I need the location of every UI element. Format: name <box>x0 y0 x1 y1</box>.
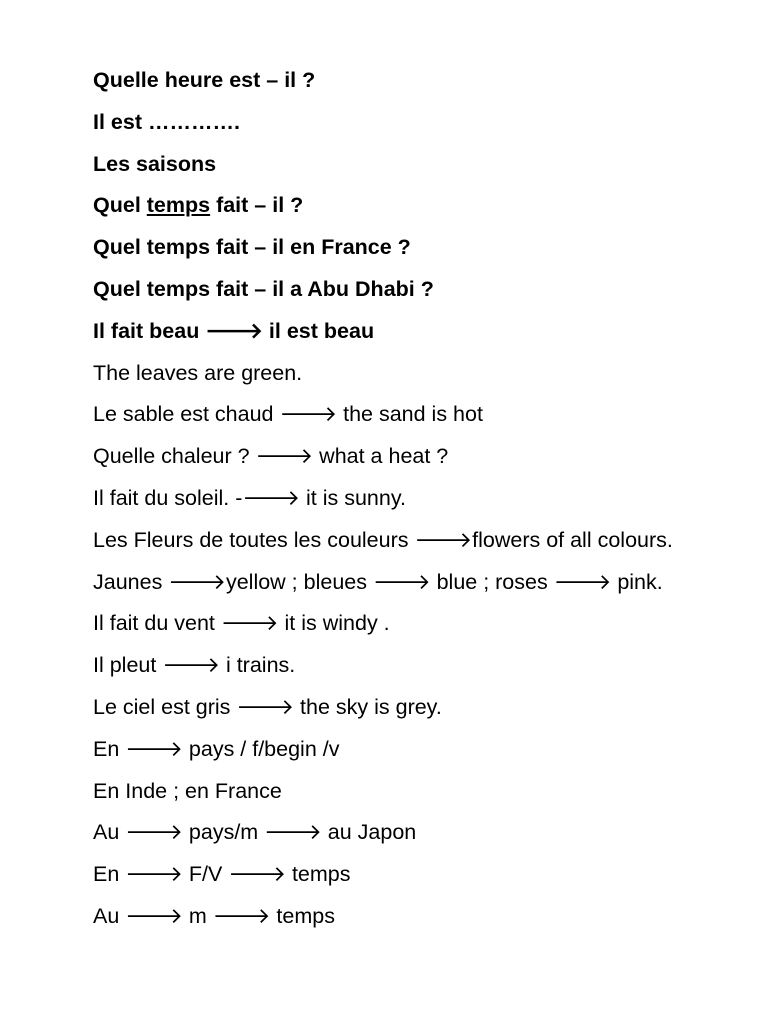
text-line: Jaunes 🡒yellow ; bleues 🡒 blue ; roses 🡒 pink. <box>93 569 663 594</box>
text-segment: Quel <box>93 193 147 218</box>
text-line: Le sable est chaud 🡒 the sand is hot <box>93 402 483 427</box>
text-line: En 🡒 F/V 🡒 temps <box>93 862 351 887</box>
text-line: Il est …………. <box>93 109 240 134</box>
text-line: The leaves are green. <box>93 360 303 385</box>
text-line: Il fait du vent 🡒 it is windy . <box>93 611 390 636</box>
text-line: Il pleut 🡒 i trains. <box>93 653 296 678</box>
text-line: Quelle heure est – il ? <box>93 68 316 92</box>
text-line: Les Fleurs de toutes les couleurs 🡒flowers of all colours. <box>93 527 673 552</box>
text-line: Au 🡒 m 🡒 temps <box>93 903 335 928</box>
text-line: Quel temps fait – il en France ? <box>93 235 411 260</box>
text-line: En 🡒 pays / f/begin /v <box>93 736 340 761</box>
text-segment: fait – il ? <box>210 193 304 218</box>
text-line: Il fait du soleil. -🡒 it is sunny. <box>93 485 406 510</box>
text-line: Au 🡒 pays/m 🡒 au Japon <box>93 820 417 845</box>
text-line: Quel temps fait – il a Abu Dhabi ? <box>93 276 434 301</box>
document-body <box>93 62 748 940</box>
text-line <box>93 187 748 229</box>
text-line: En Inde ; en France <box>93 778 282 803</box>
underlined-word: temps <box>146 193 211 218</box>
text-line: Les saisons <box>93 151 217 176</box>
text-line: Le ciel est gris 🡒 the sky is grey. <box>93 694 442 719</box>
text-line: Il fait beau 🡒 il est beau <box>93 318 375 343</box>
text-line: Quelle chaleur ? 🡒 what a heat ? <box>93 444 449 469</box>
